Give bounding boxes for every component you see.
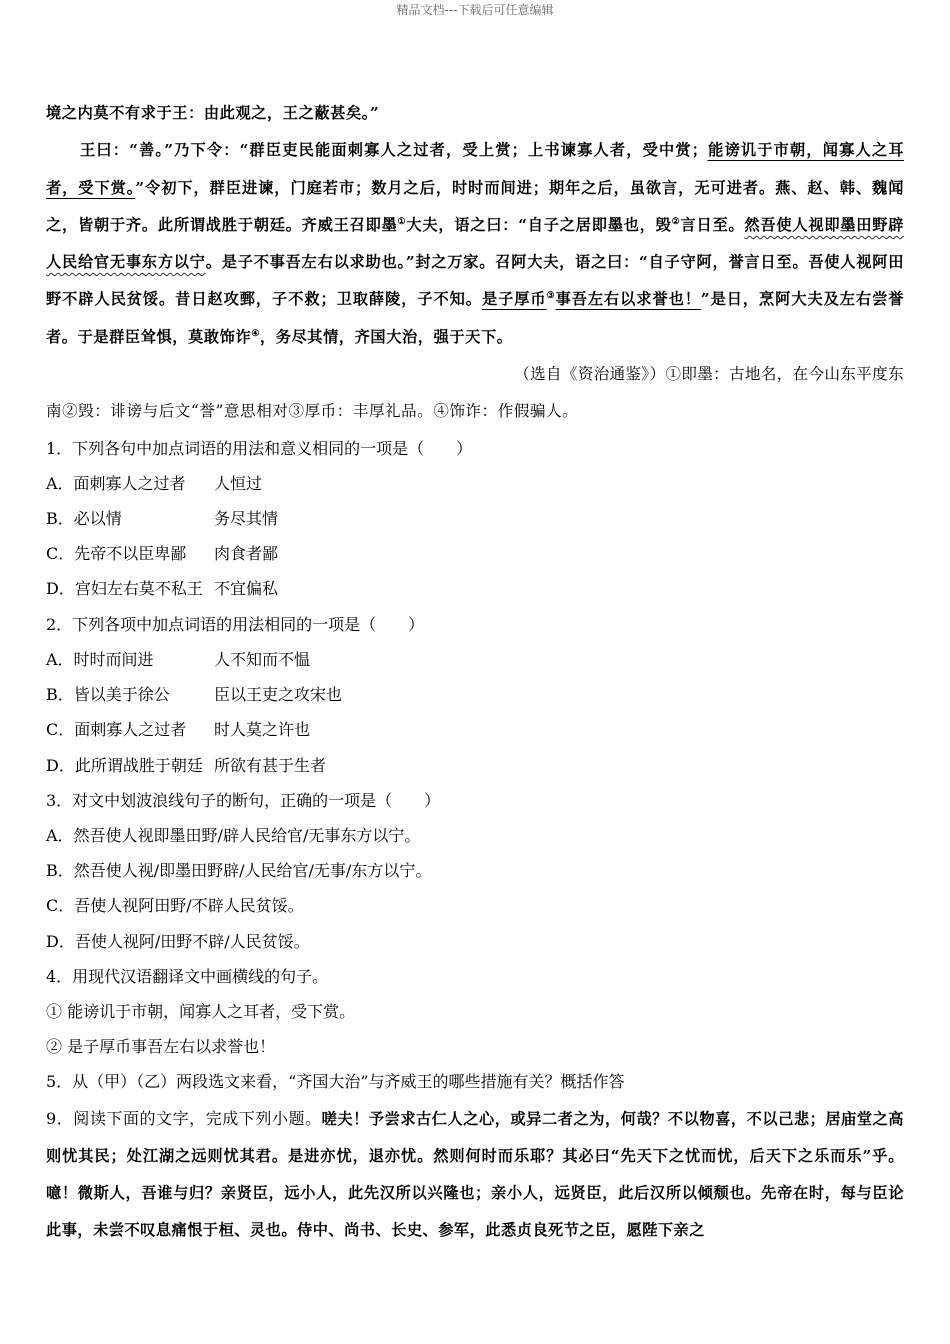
question-3-option-d: D．吾使人视阿/田野不辟/人民贫馁。	[46, 931, 310, 951]
question-3-option-b: B．然吾使人视/即墨田野辟/人民给官/无事/东方以宁。	[46, 861, 432, 881]
underlined-sentence-2a: 是子厚币	[481, 290, 547, 309]
passage-text: ”是日，烹阿大夫及左右尝誉者。于是群臣耸惧，莫敢饰诈	[46, 290, 904, 346]
question-1-option-c	[46, 536, 904, 571]
question-4-item-1: ① 能谤讥于市朝，闻寡人之耳者，受下赏。	[46, 1001, 356, 1021]
question-1-option-d	[46, 571, 904, 606]
option-right: 肉食者鄙	[214, 544, 279, 564]
question-9-intro: 9．阅读下面的文字，完成下列小题。	[46, 1108, 322, 1128]
option-right: 时人莫之许也	[214, 720, 311, 740]
footnote-marker-1: ①	[397, 216, 407, 227]
option-left: C．面刺寡人之过者	[46, 720, 187, 740]
option-right: 臣以王吏之攻宋也	[214, 685, 343, 705]
question-9-block	[46, 1100, 904, 1250]
option-left: D．宫妇左右莫不私王	[46, 579, 203, 599]
underlined-sentence-1: 能谤讥于市朝，闻寡人之耳者，受下赏。	[46, 141, 905, 197]
passage-text: 大夫，语之曰：“自子之居即墨也，毁	[406, 215, 672, 234]
passage-text: 言日至。	[680, 215, 745, 234]
question-5-stem: 5．从（甲）（乙）两段选文来看，“齐国大治”与齐威王的哪些措施有关？概括作答	[46, 1072, 625, 1092]
passage-text: ”令初下，群臣进谏，门庭若市；数月之后，时时而间进；期年之后，虽欲言，无可进者。燕、赵、韩、魏闻之，皆朝于齐。此所谓战胜于朝廷。齐威王召即墨	[46, 178, 904, 234]
question-1-option-a	[46, 466, 904, 501]
footnotes: 南②毁：诽谤与后文“誉”意思相对③厚币：丰厚礼品。④饰诈：作假骗人。	[46, 402, 579, 421]
option-right: 不宜偏私	[214, 579, 279, 599]
option-left: C．先帝不以臣卑鄙	[46, 544, 187, 564]
question-2-option-a	[46, 642, 904, 677]
passage-paragraph-2	[46, 132, 904, 356]
option-right: 人不知而不愠	[214, 649, 311, 669]
question-3-stem: 3．对文中划波浪线句子的断句，正确的一项是（ ）	[46, 790, 441, 810]
option-left: B．皆以美于徐公	[46, 685, 170, 705]
passage-text: 王曰：“善。”乃下令：“群臣吏民能面刺寡人之过者，受上赏；上书谏寡人者，受中赏；	[80, 141, 708, 160]
option-right: 务尽其情	[214, 509, 279, 529]
option-left: D．此所谓战胜于朝廷	[46, 755, 203, 775]
passage-text: ，务尽其情，齐国大治，强于天下。	[259, 327, 513, 346]
question-3-option-c: C．吾使人视阿田野/不辟人民贫馁。	[46, 896, 304, 916]
question-2-stem: 2．下列各项中加点词语的用法相同的一项是（ ）	[46, 614, 425, 634]
question-2-option-b	[46, 677, 904, 712]
underlined-sentence-2b: 事吾左右以求誉也！	[555, 290, 701, 309]
question-3-option-a: A．然吾使人视即墨田野/辟人民给官/无事东方以宁。	[46, 825, 421, 845]
question-2-option-c	[46, 712, 904, 747]
option-left: A．时时而间进	[46, 649, 154, 669]
passage-text: 。是子不事吾左右以求助也。”封之万家。召阿大夫，语之曰：“自子守阿，誉言日至。吾使人视阿田野不辟人民贫馁。昔日赵攻鄄，子不救；卫取薛陵，子不知。	[46, 253, 905, 309]
document-body	[46, 95, 904, 1250]
option-left: B．必以情	[46, 509, 122, 529]
question-4-item-2: ② 是子厚币事吾左右以求誉也！	[46, 1037, 276, 1057]
option-left: A．面刺寡人之过者	[46, 473, 186, 493]
source-note: （选自《资治通鉴》）①即墨：古地名，在今山东平度东	[514, 365, 904, 384]
wavy-underlined-sentence: 然吾使人视即墨田野辟人民给官无事东方以宁	[46, 215, 905, 272]
question-1-option-b	[46, 501, 904, 536]
footnote-marker-3: ③	[546, 291, 556, 302]
question-4-stem: 4．用现代汉语翻译文中画横线的句子。	[46, 966, 329, 986]
option-right: 所欲有甚于生者	[214, 755, 327, 775]
option-right: 人恒过	[214, 473, 263, 493]
footnote-marker-2: ②	[671, 216, 681, 227]
question-1-stem: 1．下列各句中加点词语的用法和意义相同的一项是（ ）	[46, 438, 473, 458]
footnote-marker-4: ④	[251, 328, 260, 339]
passage-paragraph-1: 境之内莫不有求于王：由此观之，王之蔽甚矣。”	[46, 104, 380, 122]
header-watermark: 精品文档---下载后可任意编辑	[396, 3, 554, 17]
question-9-passage: 嗟夫！予尝求古仁人之心，或异二者之为，何哉？不以物喜，不以己悲；居庙堂之高则忧其民；处江湖之远则忧其君。是进亦忧，退亦忧。然则何时而乐耶？其必曰“先天下之忧而忧，后天下之乐而乐”乎。噫！微斯人，吾谁与归？亲贤臣，远小人，此先汉所以兴隆也；亲小人，远贤臣，此后汉所以倾颓也。先帝在时，每与臣论此事，未尝不叹息痛恨于桓、灵也。侍中、尚书、长史、参军，此悉贞良死节之臣，愿陛下亲之	[46, 1109, 904, 1240]
question-2-option-d	[46, 748, 904, 783]
